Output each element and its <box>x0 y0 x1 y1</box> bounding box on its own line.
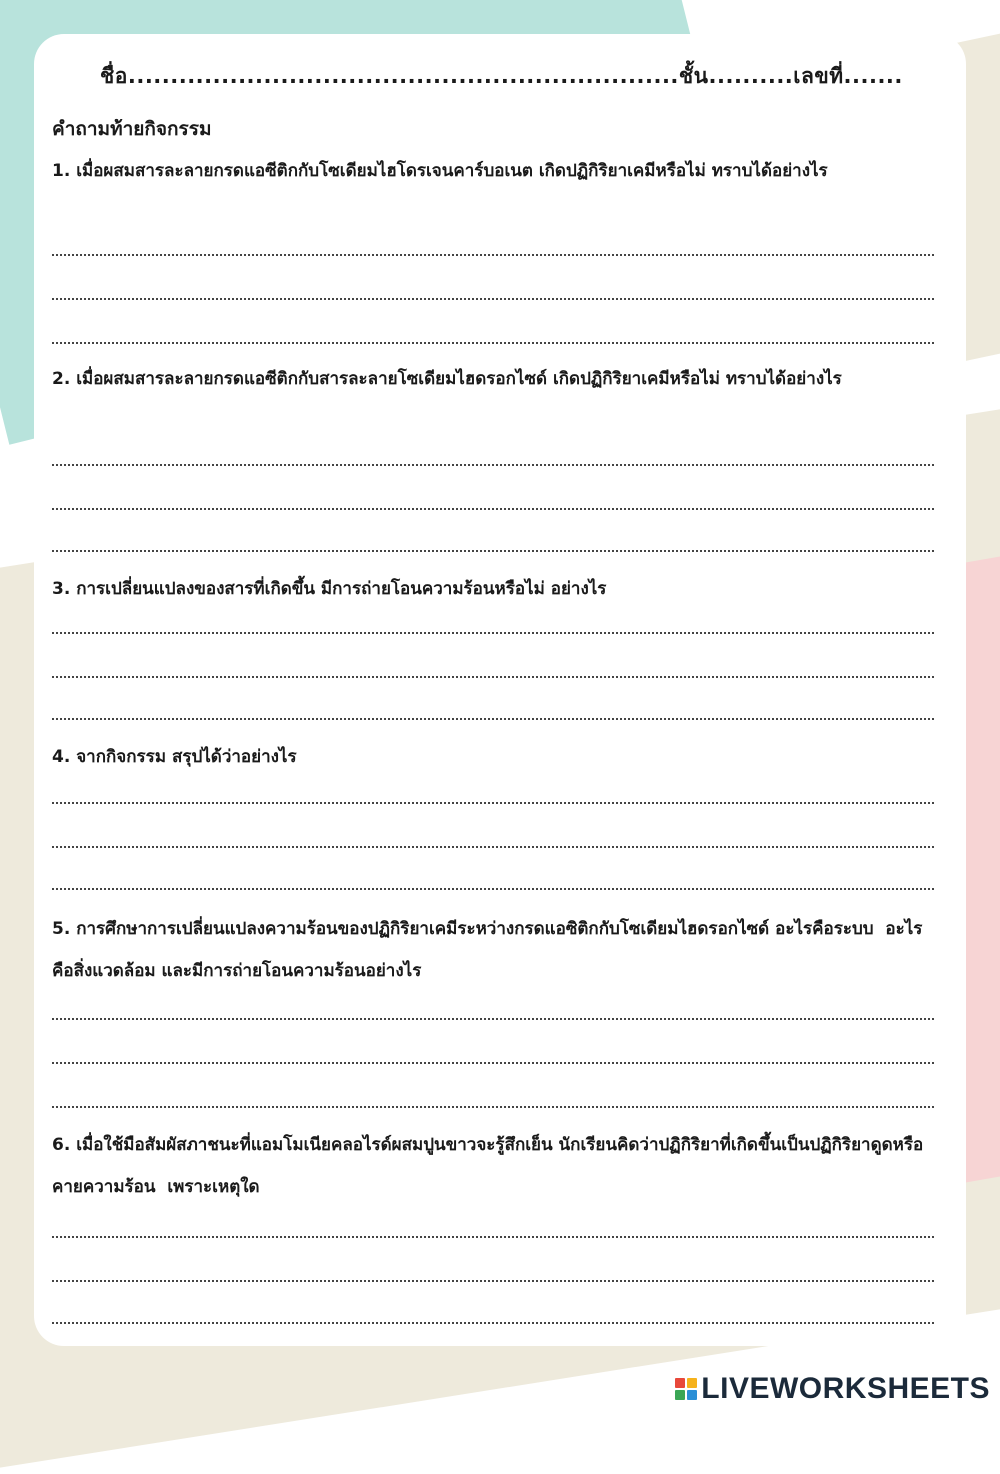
answer-line-1-3[interactable] <box>52 342 934 344</box>
liveworksheets-brand <box>675 1372 990 1406</box>
logo-square-red <box>675 1378 685 1388</box>
liveworksheets-logo-icon <box>675 1378 697 1400</box>
answer-line-4-2[interactable] <box>52 846 934 848</box>
pink-background-shape <box>960 556 1000 1183</box>
brand-name: LIVEWORKSHEETS <box>701 1372 990 1405</box>
answer-line-1-1[interactable] <box>52 254 934 256</box>
answer-line-6-1[interactable] <box>52 1236 934 1238</box>
question-5: 5. การศึกษาการเปลี่ยนแปลงความร้อนของปฏิกิริยาเคมีระหว่างกรดแอซิติกกับโซเดียมไฮดรอกไซด์ อะไรคือระบบ อะไรคือสิ่งแวดล้อม และมีการถ่ายโอนความร้อนอย่างไร <box>52 919 923 981</box>
answer-line-1-2[interactable] <box>52 298 934 300</box>
logo-square-green <box>675 1390 685 1400</box>
answer-line-5-3[interactable] <box>52 1106 934 1108</box>
question-2: 2. เมื่อผสมสารละลายกรดแอซีติกกับสารละลายโซเดียมไฮดรอกไซด์ เกิดปฏิกิริยาเคมีหรือไม่ ทราบได้อย่างไร <box>52 369 842 389</box>
answer-line-6-3[interactable] <box>52 1322 934 1324</box>
answer-line-4-3[interactable] <box>52 888 934 890</box>
question-4: 4. จากกิจกรรม สรุปได้ว่าอย่างไร <box>52 747 297 767</box>
question-1: 1. เมื่อผสมสารละลายกรดแอซีติกกับโซเดียมไฮโดรเจนคาร์บอเนต เกิดปฏิกิริยาเคมีหรือไม่ ทราบได้อย่างไร <box>52 161 828 181</box>
question-6: 6. เมื่อใช้มือสัมผัสภาชนะที่แอมโมเนียคลอไรด์ผสมปูนขาวจะรู้สึกเย็น นักเรียนคิดว่าปฏิกิริยาที่เกิดขึ้นเป็นปฏิกิริยาดูดหรือคายความร้อน เพราะเหตุใด <box>52 1135 924 1197</box>
answer-line-3-2[interactable] <box>52 676 934 678</box>
answer-line-3-1[interactable] <box>52 632 934 634</box>
question-3: 3. การเปลี่ยนแปลงของสารที่เกิดขึ้น มีการถ่ายโอนความร้อนหรือไม่ อย่างไร <box>52 579 607 599</box>
section-title: คำถามท้ายกิจกรรม <box>52 118 212 140</box>
answer-line-5-1[interactable] <box>52 1018 934 1020</box>
answer-line-5-2[interactable] <box>52 1062 934 1064</box>
logo-square-blue <box>687 1390 697 1400</box>
answer-line-4-1[interactable] <box>52 802 934 804</box>
answer-line-2-1[interactable] <box>52 464 934 466</box>
answer-line-3-3[interactable] <box>52 718 934 720</box>
student-info-line[interactable]: ชื่อ.................................................................ชั้น..........เลขที่....... <box>100 64 903 88</box>
answer-line-2-2[interactable] <box>52 508 934 510</box>
logo-square-yellow <box>687 1378 697 1388</box>
answer-line-2-3[interactable] <box>52 550 934 552</box>
answer-line-6-2[interactable] <box>52 1280 934 1282</box>
